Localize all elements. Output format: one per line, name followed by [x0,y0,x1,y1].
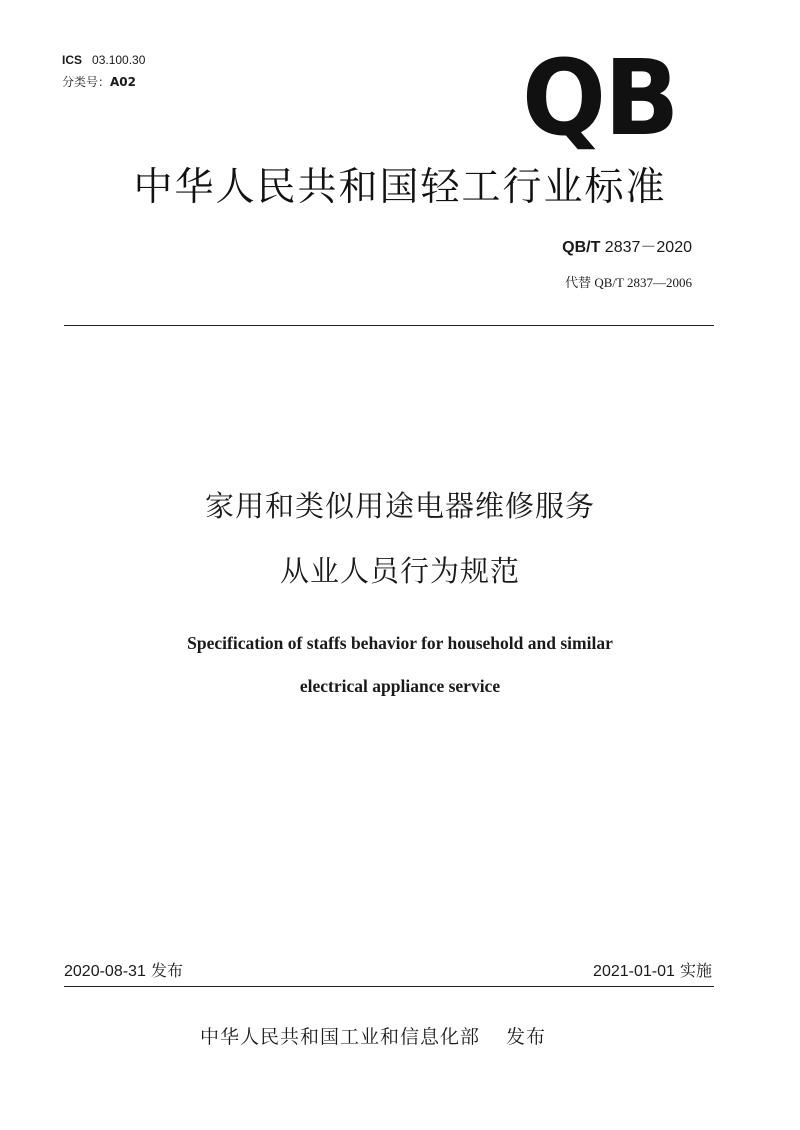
document-title-line-2: 从业人员行为规范 [279,554,520,588]
publisher-line [200,1025,546,1049]
classification-label: 分类号： [62,75,111,89]
top-divider [64,325,714,326]
publisher-label: 发布 [506,1026,547,1048]
english-title-line-1: Specification of staffs behavior for household and similar [187,633,613,653]
ics-label: ICS [62,53,83,67]
issue-label: 发布 [150,961,183,980]
classification-line [62,74,136,90]
implement-label: 实施 [679,961,712,980]
document-title-line-1: 家用和类似用途电器维修服务 [204,489,595,523]
implement-date-line [593,961,712,982]
issue-date: 2020-08-31 [64,963,146,980]
bottom-divider [64,986,714,987]
classification-code: A02 [110,75,137,89]
issue-date-line [64,961,183,982]
publisher-name: 中华人民共和国工业和信息化部 [200,1026,481,1048]
standard-number-value: 2837－2020 [604,239,692,256]
ics-line [62,52,145,68]
ics-code: 03.100.30 [92,53,146,67]
standard-number-prefix: QB/T [562,239,601,256]
english-title-line-2: electrical appliance service [299,676,501,696]
replaces-note: 代替 QB/T 2837—2006 [565,275,692,290]
implement-date: 2021-01-01 [593,963,675,980]
qb-logo: QB [522,37,678,159]
standard-title: 中华人民共和国轻工行业标准 [133,165,667,210]
standard-number [562,238,692,258]
